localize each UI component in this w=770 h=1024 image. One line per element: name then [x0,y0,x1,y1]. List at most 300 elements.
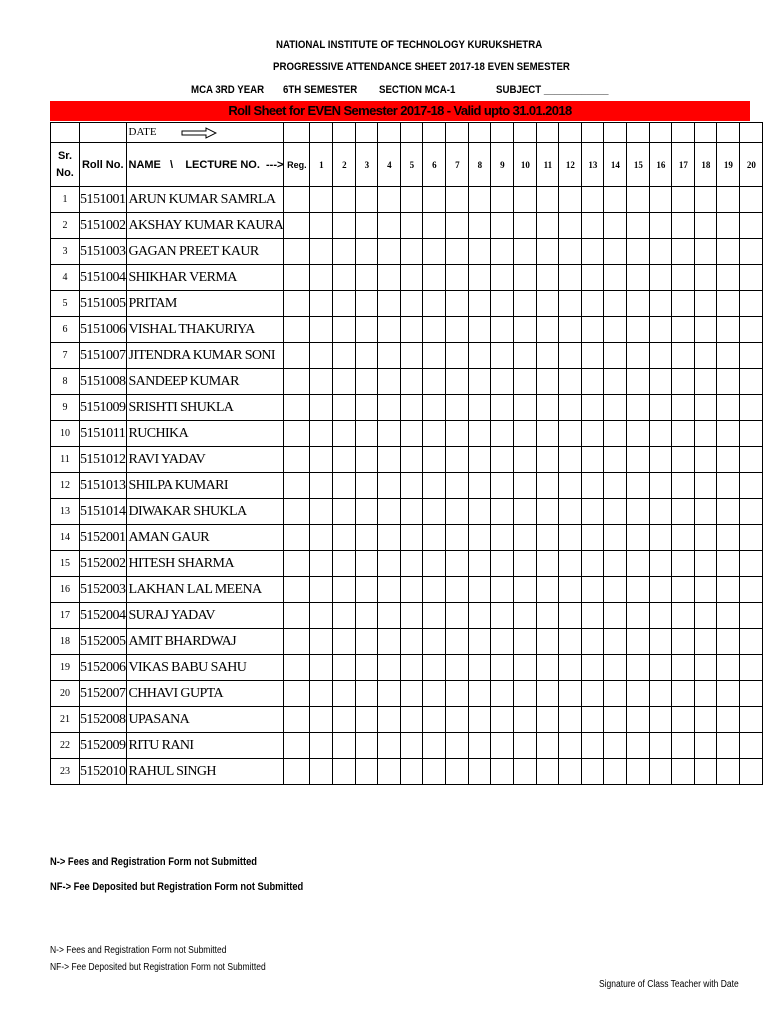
attendance-cell[interactable] [740,265,763,291]
attendance-cell[interactable] [310,629,333,655]
attendance-cell[interactable] [333,395,356,421]
attendance-cell[interactable] [627,239,650,265]
attendance-cell[interactable] [310,551,333,577]
attendance-cell[interactable] [559,291,582,317]
attendance-cell[interactable] [310,447,333,473]
attendance-cell[interactable] [401,681,423,707]
attendance-cell[interactable] [514,447,537,473]
attendance-cell[interactable] [514,473,537,499]
attendance-cell[interactable] [356,733,378,759]
attendance-cell[interactable] [559,603,582,629]
attendance-cell[interactable] [423,603,446,629]
attendance-cell[interactable] [469,499,491,525]
attendance-cell[interactable] [446,343,469,369]
attendance-cell[interactable] [401,239,423,265]
attendance-cell[interactable] [491,265,514,291]
attendance-cell[interactable] [537,681,559,707]
attendance-cell[interactable] [356,317,378,343]
attendance-cell[interactable] [514,187,537,213]
attendance-cell[interactable] [378,395,401,421]
attendance-cell[interactable] [604,551,627,577]
attendance-cell[interactable] [469,421,491,447]
attendance-cell[interactable] [333,187,356,213]
attendance-cell[interactable] [310,733,333,759]
attendance-cell[interactable] [310,343,333,369]
attendance-cell[interactable] [423,265,446,291]
attendance-cell[interactable] [310,369,333,395]
attendance-cell[interactable] [514,369,537,395]
attendance-cell[interactable] [469,187,491,213]
attendance-cell[interactable] [695,239,717,265]
attendance-cell[interactable] [491,733,514,759]
attendance-cell[interactable] [672,239,695,265]
attendance-cell[interactable] [469,681,491,707]
attendance-cell[interactable] [333,291,356,317]
attendance-cell[interactable] [559,395,582,421]
attendance-cell[interactable] [559,447,582,473]
attendance-cell[interactable] [469,551,491,577]
attendance-cell[interactable] [717,629,740,655]
attendance-cell[interactable] [333,265,356,291]
attendance-cell[interactable] [514,551,537,577]
attendance-cell[interactable] [537,499,559,525]
reg-cell[interactable] [284,473,310,499]
attendance-cell[interactable] [650,499,672,525]
attendance-cell[interactable] [650,759,672,785]
reg-cell[interactable] [284,239,310,265]
attendance-cell[interactable] [604,317,627,343]
date-input-cell[interactable] [423,123,446,143]
attendance-cell[interactable] [333,577,356,603]
attendance-cell[interactable] [650,213,672,239]
attendance-cell[interactable] [582,759,604,785]
attendance-cell[interactable] [446,317,469,343]
attendance-cell[interactable] [650,395,672,421]
attendance-cell[interactable] [378,187,401,213]
reg-cell[interactable] [284,265,310,291]
attendance-cell[interactable] [604,499,627,525]
attendance-cell[interactable] [310,499,333,525]
attendance-cell[interactable] [537,187,559,213]
attendance-cell[interactable] [717,499,740,525]
attendance-cell[interactable] [717,421,740,447]
attendance-cell[interactable] [672,317,695,343]
attendance-cell[interactable] [740,213,763,239]
attendance-cell[interactable] [582,213,604,239]
attendance-cell[interactable] [469,759,491,785]
attendance-cell[interactable] [559,343,582,369]
attendance-cell[interactable] [650,265,672,291]
attendance-cell[interactable] [310,395,333,421]
attendance-cell[interactable] [604,733,627,759]
attendance-cell[interactable] [378,369,401,395]
attendance-cell[interactable] [310,239,333,265]
attendance-cell[interactable] [740,291,763,317]
attendance-cell[interactable] [491,291,514,317]
attendance-cell[interactable] [740,603,763,629]
attendance-cell[interactable] [604,525,627,551]
date-input-cell[interactable] [514,123,537,143]
attendance-cell[interactable] [650,239,672,265]
attendance-cell[interactable] [514,265,537,291]
attendance-cell[interactable] [650,317,672,343]
attendance-cell[interactable] [559,525,582,551]
attendance-cell[interactable] [717,265,740,291]
attendance-cell[interactable] [695,369,717,395]
attendance-cell[interactable] [333,733,356,759]
attendance-cell[interactable] [310,421,333,447]
attendance-cell[interactable] [469,343,491,369]
attendance-cell[interactable] [650,603,672,629]
attendance-cell[interactable] [604,759,627,785]
attendance-cell[interactable] [491,447,514,473]
attendance-cell[interactable] [469,655,491,681]
attendance-cell[interactable] [537,421,559,447]
attendance-cell[interactable] [333,447,356,473]
attendance-cell[interactable] [650,343,672,369]
attendance-cell[interactable] [491,421,514,447]
attendance-cell[interactable] [378,655,401,681]
attendance-cell[interactable] [672,421,695,447]
attendance-cell[interactable] [695,629,717,655]
attendance-cell[interactable] [446,473,469,499]
attendance-cell[interactable] [695,395,717,421]
attendance-cell[interactable] [717,733,740,759]
reg-cell[interactable] [284,577,310,603]
attendance-cell[interactable] [627,655,650,681]
attendance-cell[interactable] [537,707,559,733]
attendance-cell[interactable] [740,343,763,369]
date-input-cell[interactable] [446,123,469,143]
attendance-cell[interactable] [356,421,378,447]
attendance-cell[interactable] [310,213,333,239]
attendance-cell[interactable] [695,577,717,603]
attendance-cell[interactable] [378,213,401,239]
attendance-cell[interactable] [356,681,378,707]
attendance-cell[interactable] [378,421,401,447]
attendance-cell[interactable] [717,655,740,681]
attendance-cell[interactable] [333,525,356,551]
attendance-cell[interactable] [378,291,401,317]
attendance-cell[interactable] [446,655,469,681]
attendance-cell[interactable] [356,577,378,603]
attendance-cell[interactable] [423,447,446,473]
attendance-cell[interactable] [650,733,672,759]
attendance-cell[interactable] [469,395,491,421]
reg-cell[interactable] [284,291,310,317]
reg-cell[interactable] [284,447,310,473]
attendance-cell[interactable] [740,395,763,421]
attendance-cell[interactable] [514,681,537,707]
attendance-cell[interactable] [378,733,401,759]
attendance-cell[interactable] [333,603,356,629]
attendance-cell[interactable] [401,421,423,447]
attendance-cell[interactable] [491,681,514,707]
attendance-cell[interactable] [423,187,446,213]
attendance-cell[interactable] [310,577,333,603]
attendance-cell[interactable] [378,603,401,629]
attendance-cell[interactable] [627,343,650,369]
attendance-cell[interactable] [717,187,740,213]
attendance-cell[interactable] [537,369,559,395]
attendance-cell[interactable] [537,447,559,473]
attendance-cell[interactable] [514,603,537,629]
attendance-cell[interactable] [695,213,717,239]
attendance-cell[interactable] [740,551,763,577]
attendance-cell[interactable] [446,577,469,603]
attendance-cell[interactable] [582,369,604,395]
attendance-cell[interactable] [310,291,333,317]
attendance-cell[interactable] [378,551,401,577]
attendance-cell[interactable] [446,447,469,473]
date-input-cell[interactable] [717,123,740,143]
attendance-cell[interactable] [356,395,378,421]
attendance-cell[interactable] [310,265,333,291]
reg-cell[interactable] [284,499,310,525]
attendance-cell[interactable] [717,473,740,499]
attendance-cell[interactable] [717,369,740,395]
attendance-cell[interactable] [356,265,378,291]
attendance-cell[interactable] [695,421,717,447]
attendance-cell[interactable] [333,707,356,733]
attendance-cell[interactable] [356,343,378,369]
attendance-cell[interactable] [582,629,604,655]
attendance-cell[interactable] [401,213,423,239]
reg-cell[interactable] [284,187,310,213]
attendance-cell[interactable] [446,681,469,707]
attendance-cell[interactable] [582,187,604,213]
attendance-cell[interactable] [650,473,672,499]
attendance-cell[interactable] [491,499,514,525]
attendance-cell[interactable] [559,499,582,525]
attendance-cell[interactable] [740,473,763,499]
attendance-cell[interactable] [695,759,717,785]
date-input-cell[interactable] [333,123,356,143]
reg-cell[interactable] [284,369,310,395]
attendance-cell[interactable] [469,733,491,759]
attendance-cell[interactable] [627,317,650,343]
attendance-cell[interactable] [559,629,582,655]
attendance-cell[interactable] [650,421,672,447]
reg-cell[interactable] [284,317,310,343]
attendance-cell[interactable] [333,213,356,239]
attendance-cell[interactable] [491,629,514,655]
reg-cell[interactable] [284,551,310,577]
attendance-cell[interactable] [423,239,446,265]
attendance-cell[interactable] [582,681,604,707]
attendance-cell[interactable] [604,343,627,369]
date-input-cell[interactable] [469,123,491,143]
attendance-cell[interactable] [627,629,650,655]
attendance-cell[interactable] [537,629,559,655]
attendance-cell[interactable] [604,681,627,707]
attendance-cell[interactable] [356,473,378,499]
attendance-cell[interactable] [401,291,423,317]
attendance-cell[interactable] [695,473,717,499]
attendance-cell[interactable] [333,759,356,785]
attendance-cell[interactable] [717,525,740,551]
attendance-cell[interactable] [446,187,469,213]
attendance-cell[interactable] [559,369,582,395]
attendance-cell[interactable] [333,551,356,577]
attendance-cell[interactable] [695,603,717,629]
attendance-cell[interactable] [559,239,582,265]
attendance-cell[interactable] [333,655,356,681]
attendance-cell[interactable] [469,265,491,291]
attendance-cell[interactable] [491,473,514,499]
attendance-cell[interactable] [446,239,469,265]
attendance-cell[interactable] [333,369,356,395]
attendance-cell[interactable] [356,551,378,577]
attendance-cell[interactable] [559,733,582,759]
attendance-cell[interactable] [469,525,491,551]
attendance-cell[interactable] [582,447,604,473]
attendance-cell[interactable] [559,577,582,603]
attendance-cell[interactable] [356,707,378,733]
attendance-cell[interactable] [582,421,604,447]
attendance-cell[interactable] [650,655,672,681]
attendance-cell[interactable] [446,733,469,759]
reg-cell[interactable] [284,655,310,681]
reg-cell[interactable] [284,733,310,759]
attendance-cell[interactable] [717,291,740,317]
attendance-cell[interactable] [401,525,423,551]
attendance-cell[interactable] [333,343,356,369]
attendance-cell[interactable] [627,369,650,395]
attendance-cell[interactable] [423,213,446,239]
attendance-cell[interactable] [446,707,469,733]
attendance-cell[interactable] [582,577,604,603]
attendance-cell[interactable] [627,603,650,629]
attendance-cell[interactable] [469,213,491,239]
date-input-cell[interactable] [740,123,763,143]
attendance-cell[interactable] [559,681,582,707]
reg-cell[interactable] [284,343,310,369]
attendance-cell[interactable] [491,395,514,421]
attendance-cell[interactable] [537,655,559,681]
attendance-cell[interactable] [401,577,423,603]
attendance-cell[interactable] [378,343,401,369]
date-input-cell[interactable] [378,123,401,143]
attendance-cell[interactable] [423,473,446,499]
reg-cell[interactable] [284,603,310,629]
attendance-cell[interactable] [491,239,514,265]
attendance-cell[interactable] [378,265,401,291]
attendance-cell[interactable] [310,317,333,343]
attendance-cell[interactable] [333,681,356,707]
attendance-cell[interactable] [333,239,356,265]
attendance-cell[interactable] [356,291,378,317]
attendance-cell[interactable] [537,213,559,239]
attendance-cell[interactable] [401,343,423,369]
attendance-cell[interactable] [627,733,650,759]
attendance-cell[interactable] [446,421,469,447]
date-input-cell[interactable] [582,123,604,143]
attendance-cell[interactable] [423,369,446,395]
date-input-cell[interactable] [401,123,423,143]
attendance-cell[interactable] [537,239,559,265]
attendance-cell[interactable] [740,421,763,447]
attendance-cell[interactable] [717,239,740,265]
attendance-cell[interactable] [378,499,401,525]
attendance-cell[interactable] [672,577,695,603]
attendance-cell[interactable] [514,395,537,421]
attendance-cell[interactable] [423,629,446,655]
date-input-cell[interactable] [695,123,717,143]
attendance-cell[interactable] [333,317,356,343]
attendance-cell[interactable] [582,291,604,317]
date-input-cell[interactable] [491,123,514,143]
reg-cell[interactable] [284,759,310,785]
attendance-cell[interactable] [604,655,627,681]
attendance-cell[interactable] [401,655,423,681]
attendance-cell[interactable] [695,655,717,681]
attendance-cell[interactable] [604,707,627,733]
attendance-cell[interactable] [672,733,695,759]
attendance-cell[interactable] [717,213,740,239]
attendance-cell[interactable] [423,499,446,525]
attendance-cell[interactable] [740,759,763,785]
attendance-cell[interactable] [401,395,423,421]
attendance-cell[interactable] [401,447,423,473]
attendance-cell[interactable] [672,525,695,551]
attendance-cell[interactable] [423,681,446,707]
attendance-cell[interactable] [582,499,604,525]
attendance-cell[interactable] [717,551,740,577]
attendance-cell[interactable] [423,421,446,447]
reg-cell[interactable] [284,395,310,421]
attendance-cell[interactable] [582,265,604,291]
attendance-cell[interactable] [740,187,763,213]
attendance-cell[interactable] [491,317,514,343]
attendance-cell[interactable] [423,551,446,577]
attendance-cell[interactable] [650,629,672,655]
attendance-cell[interactable] [401,473,423,499]
attendance-cell[interactable] [672,629,695,655]
attendance-cell[interactable] [627,447,650,473]
attendance-cell[interactable] [401,759,423,785]
attendance-cell[interactable] [401,707,423,733]
attendance-cell[interactable] [604,239,627,265]
attendance-cell[interactable] [491,551,514,577]
attendance-cell[interactable] [650,707,672,733]
attendance-cell[interactable] [491,577,514,603]
attendance-cell[interactable] [672,473,695,499]
attendance-cell[interactable] [401,187,423,213]
attendance-cell[interactable] [491,369,514,395]
attendance-cell[interactable] [469,369,491,395]
attendance-cell[interactable] [672,265,695,291]
attendance-cell[interactable] [401,603,423,629]
attendance-cell[interactable] [514,239,537,265]
attendance-cell[interactable] [469,317,491,343]
attendance-cell[interactable] [469,239,491,265]
attendance-cell[interactable] [559,473,582,499]
attendance-cell[interactable] [378,577,401,603]
attendance-cell[interactable] [356,213,378,239]
attendance-cell[interactable] [695,733,717,759]
date-input-cell[interactable] [310,123,333,143]
attendance-cell[interactable] [356,499,378,525]
attendance-cell[interactable] [650,291,672,317]
reg-cell[interactable] [284,629,310,655]
attendance-cell[interactable] [469,603,491,629]
attendance-cell[interactable] [491,213,514,239]
attendance-cell[interactable] [514,421,537,447]
attendance-cell[interactable] [356,369,378,395]
attendance-cell[interactable] [627,187,650,213]
attendance-cell[interactable] [717,343,740,369]
